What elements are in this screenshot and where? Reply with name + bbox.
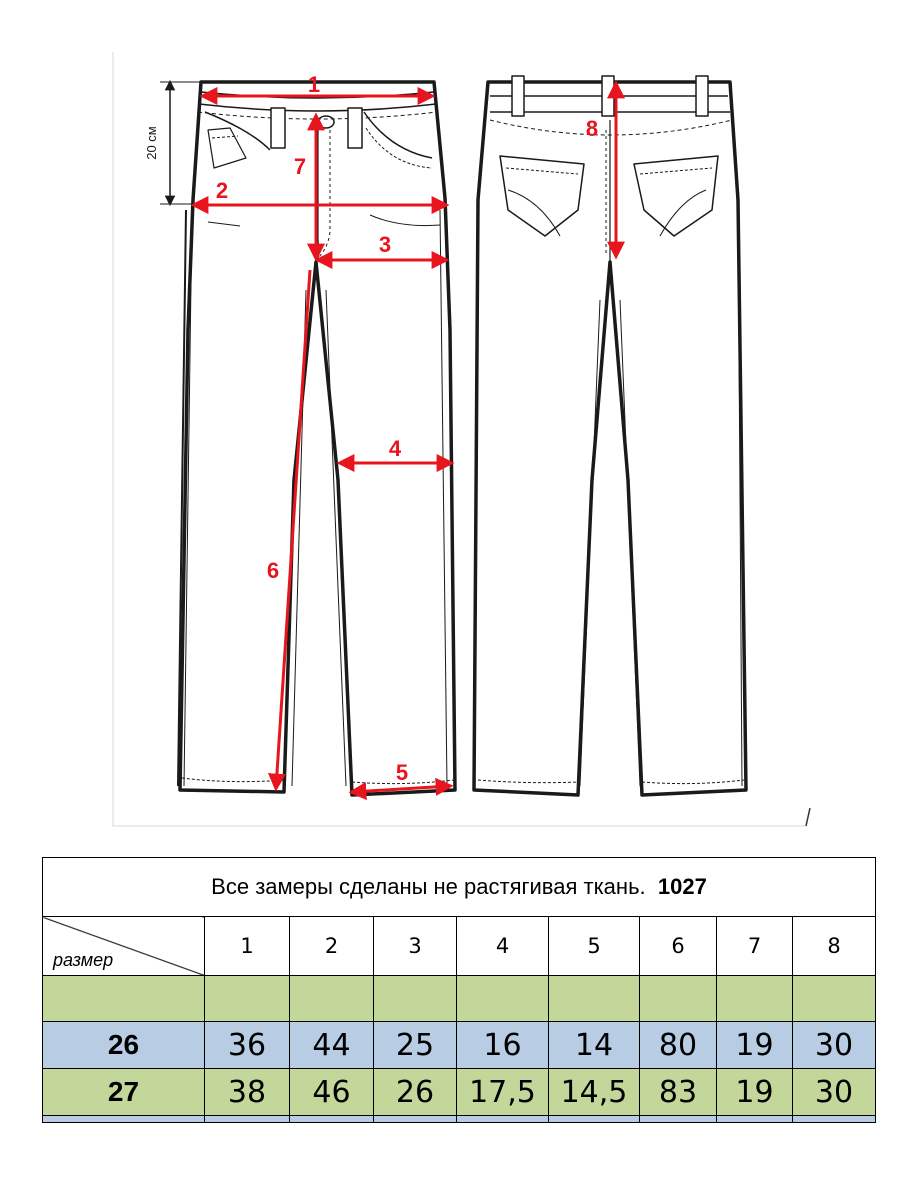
table-cell: 14,5 — [549, 1069, 640, 1116]
table-cell: 17,5 — [457, 1069, 549, 1116]
marker-5: 5 — [395, 760, 409, 785]
table-cell: 30 — [793, 1069, 876, 1116]
table-row — [43, 1022, 876, 1069]
marker-6: 6 — [266, 558, 280, 583]
table-cell: 14 — [549, 1022, 640, 1069]
table-cell: 30 — [793, 1022, 876, 1069]
size-label-header: размер — [53, 950, 114, 970]
column-header: 8 — [793, 917, 876, 976]
back-view — [474, 76, 746, 795]
table-cell: 25 — [374, 1022, 457, 1069]
title-text: Все замеры сделаны не растягивая ткань. — [211, 874, 646, 899]
header-row — [43, 917, 876, 976]
size-table — [42, 857, 876, 1123]
table-cell: 80 — [640, 1022, 717, 1069]
column-header: 4 — [457, 917, 549, 976]
cut-off-row — [43, 1116, 876, 1123]
table-cell: 38 — [205, 1069, 290, 1116]
marker-3: 3 — [378, 232, 392, 257]
table-cell: 44 — [290, 1022, 374, 1069]
size-cell: 26 — [43, 1022, 205, 1069]
marker-2: 2 — [215, 178, 229, 203]
table-row — [43, 1069, 876, 1116]
column-header: 7 — [717, 917, 793, 976]
marker-8: 8 — [585, 116, 599, 141]
table-title — [43, 858, 876, 917]
table-cell: 36 — [205, 1022, 290, 1069]
title-row — [43, 858, 876, 917]
column-header: 2 — [290, 917, 374, 976]
marker-4: 4 — [388, 436, 402, 461]
column-header: 5 — [549, 917, 640, 976]
column-header: 6 — [640, 917, 717, 976]
empty-row — [43, 976, 876, 1022]
size-cell: 27 — [43, 1069, 205, 1116]
table-cell: 83 — [640, 1069, 717, 1116]
column-header: 3 — [374, 917, 457, 976]
table-cell: 26 — [374, 1069, 457, 1116]
column-header: 1 — [205, 917, 290, 976]
model-code: 1027 — [657, 874, 707, 899]
table-cell: 16 — [457, 1022, 549, 1069]
height-note: 20 см — [144, 126, 159, 160]
marker-7: 7 — [293, 154, 307, 179]
corner-tick — [806, 808, 810, 826]
table-cell: 46 — [290, 1069, 374, 1116]
marker-1: 1 — [307, 72, 321, 97]
table-cell: 19 — [717, 1069, 793, 1116]
corner-header — [43, 917, 205, 976]
table-cell: 19 — [717, 1022, 793, 1069]
